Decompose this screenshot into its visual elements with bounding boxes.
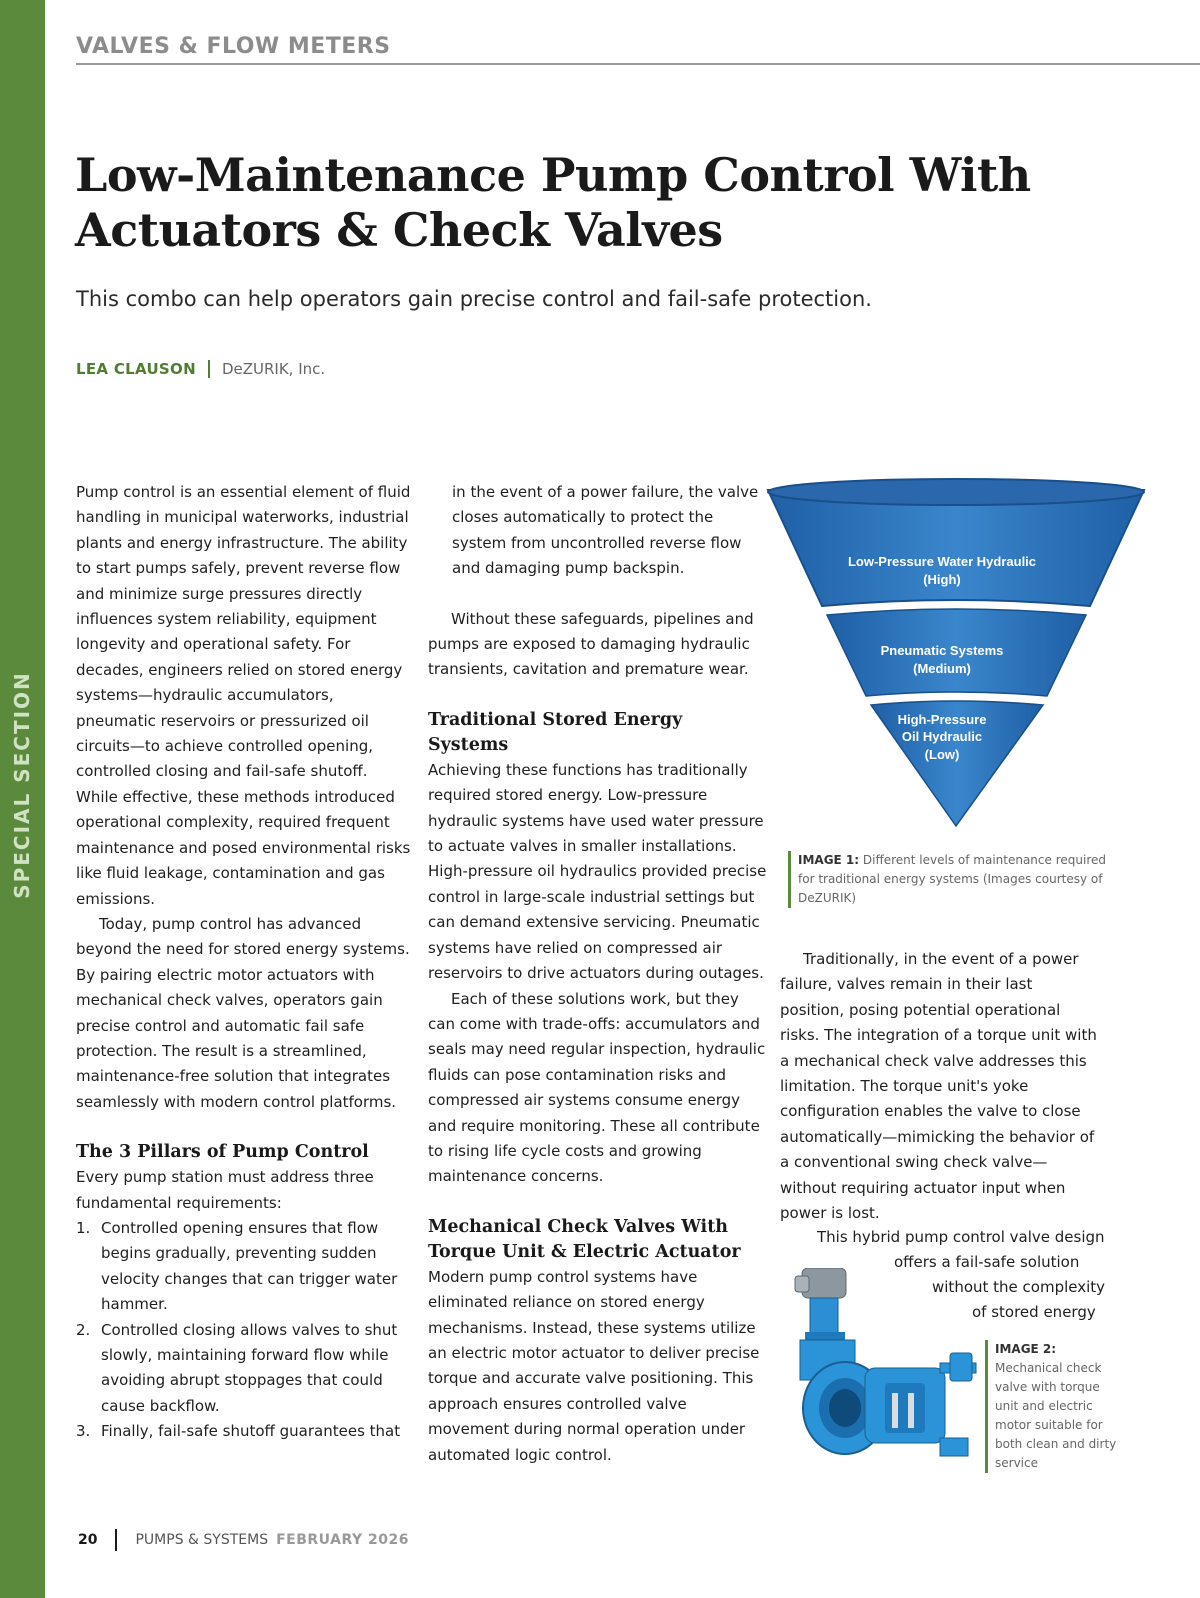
paragraph: in the event of a power failure, the valve closes automatically to protect the system from uncontrolled reverse flow and damaging pump backspin.	[452, 483, 759, 578]
paragraph: Pump control is an essential element of fluid handling in municipal waterworks, industrial plants and energy infrastructure. The ability to start pumps safely, prevent reverse flow and minimize surge pressures directly influences system reliability, equipment longevity and operational safety. For decades, engineers relied on stored energy systems—hydraulic accumulators, pneumatic reservoirs or pressurized oil circuits—to achieve controlled opening, controlled closing and fail-safe shutoff. While effective, these methods introduced operational complexity, required frequent maintenance and posed environmental risks like fluid leakage, contamination and gas emissions.	[76, 483, 411, 908]
requirements-list	[76, 1216, 411, 1445]
list-item: 2. Controlled closing allows valves to shut slowly, maintaining forward flow while avoiding abrupt stoppages that could cause backflow.	[76, 1320, 398, 1415]
magazine-name: PUMPS & SYSTEMS	[135, 1532, 269, 1548]
check-valve-image	[790, 1268, 980, 1463]
paragraph: Without these safeguards, pipelines and pumps are exposed to damaging hydraulic transients, cavitation and premature wear.	[428, 609, 754, 679]
funnel-tier1-level: (High)	[923, 572, 961, 587]
byline-divider	[208, 360, 210, 378]
image-2-caption: IMAGE 2: Mechanical check valve with torque unit and electric motor suitable for both clean and dirty service	[985, 1340, 1117, 1473]
image-1-caption: IMAGE 1: Different levels of maintenance required for traditional energy systems (Images courtesy of DeZURIK)	[788, 851, 1108, 908]
header-rule	[76, 63, 1200, 65]
maintenance-funnel-figure	[760, 478, 1160, 828]
paragraph: Modern pump control systems have eliminated reliance on stored energy mechanisms. Instead, these systems utilize an electric motor actuator to deliver precise torque and accurate valve positioning. This approach ensures controlled valve movement during normal operation under automated logic control.	[428, 1267, 760, 1464]
list-item: 1. Controlled opening ensures that flow begins gradually, preventing sudden velocity changes that can trigger water hammer.	[76, 1218, 398, 1314]
article-title: Low-Maintenance Pump Control With Actuators & Check Valves	[75, 148, 1031, 257]
paragraph: Every pump station must address three fundamental requirements:	[76, 1168, 374, 1212]
paragraph: Each of these solutions work, but they can come with trade-offs: accumulators and seals may need regular inspection, hydraulic fluids can pose contamination risks and compressed air systems consume energy and require monitoring. These all contribute to rising life cycle costs and growing maintenance concerns.	[428, 989, 766, 1186]
section-side-label: SPECIAL SECTION	[10, 671, 34, 899]
funnel-tier3-label-2: Oil Hydraulic	[901, 729, 983, 744]
author-name: LEA CLAUSON	[76, 360, 196, 378]
list-item: 3. Finally, fail-safe shutoff guarantees that	[76, 1422, 401, 1441]
subheading: Traditional Stored Energy Systems	[428, 709, 683, 755]
author-company: DeZURIK, Inc.	[221, 360, 326, 378]
funnel-tier2-label: Pneumatic Systems	[880, 643, 1004, 658]
subheading: Mechanical Check Valves With Torque Unit & Electric Actuator	[428, 1216, 741, 1262]
column-3	[780, 947, 1100, 1226]
funnel-tier1-label: Low-Pressure Water Hydraulic	[847, 554, 1037, 569]
column-2	[428, 480, 768, 1468]
funnel-rim	[768, 479, 1144, 505]
paragraph: Today, pump control has advanced beyond the need for stored energy systems. By pairing electric motor actuators with mechanical check valves, operators gain precise control and automatic fail safe protection. The result is a streamlined, maintenance-free solution that integrates seamlessly with modern control platforms.	[76, 914, 410, 1111]
funnel-tier3-label: High-Pressure	[897, 712, 987, 727]
section-header: VALVES & FLOW METERS	[76, 34, 391, 59]
funnel-tier2-level: (Medium)	[913, 661, 971, 676]
paragraph: Traditionally, in the event of a power failure, valves remain in their last position, posing potential operational risks. The integration of a torque unit with a mechanical check valve addresses this limitation. The torque unit's yoke configuration enables the valve to close automatically—mimicking the behavior of a conventional swing check valve—without requiring actuator input when power is lost.	[780, 950, 1097, 1223]
issue-date: FEBRUARY 2026	[276, 1532, 409, 1548]
subheading: The 3 Pillars of Pump Control	[76, 1142, 369, 1163]
page-footer	[78, 1529, 409, 1551]
byline	[76, 360, 325, 378]
funnel-tier3-level: (Low)	[924, 747, 960, 762]
page-number: 20	[78, 1532, 98, 1548]
paragraph: Achieving these functions has traditionally required stored energy. Low-pressure hydraulic systems have used water pressure to actuate valves in smaller installations. High-pressure oil hydraulics provided precise control in large-scale industrial settings but can demand extensive servicing. Pneumatic systems have relied on compressed air reservoirs to drive actuators during outages.	[428, 760, 767, 983]
article-subtitle: This combo can help operators gain precise control and fail-safe protection.	[76, 287, 872, 311]
footer-divider	[115, 1529, 117, 1551]
funnel-tier-high	[768, 490, 1144, 606]
column-1	[76, 480, 411, 1445]
